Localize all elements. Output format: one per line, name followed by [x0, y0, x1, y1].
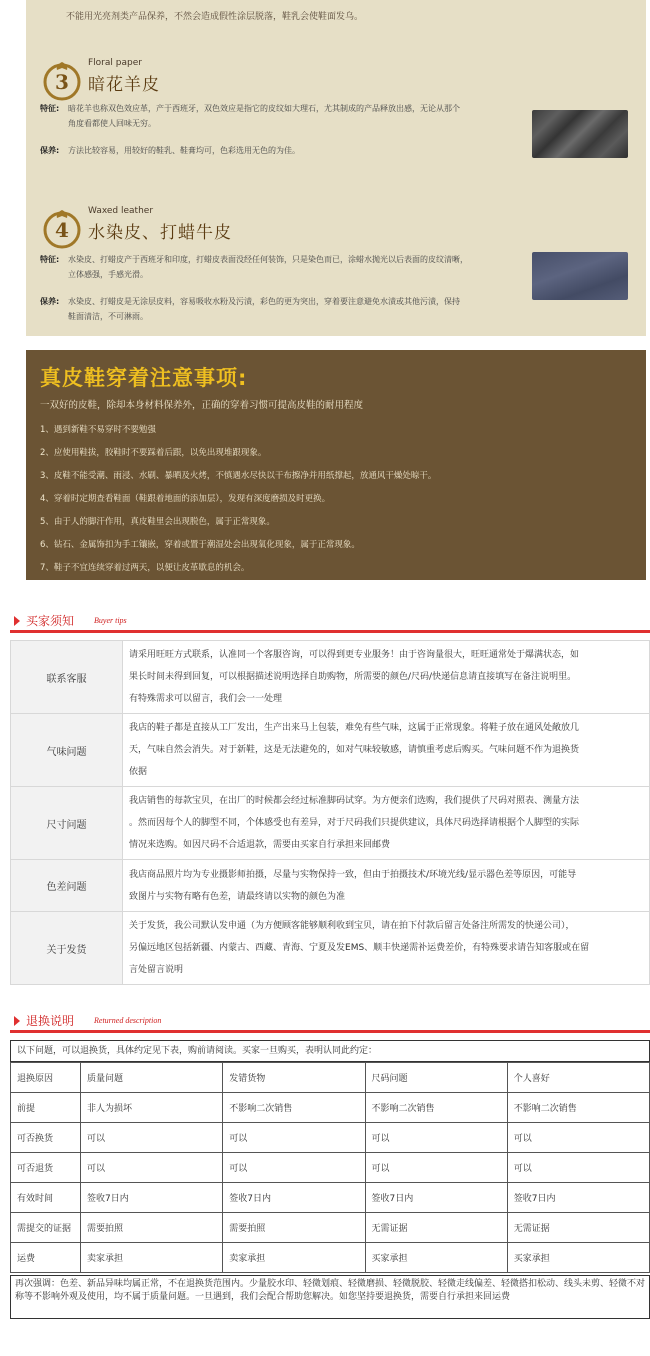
table-row — [11, 1243, 650, 1273]
section-title: 买家须知 — [26, 614, 75, 628]
table-row — [11, 912, 650, 985]
number-badge-icon — [40, 206, 84, 250]
row-label: 色差问题 — [11, 860, 123, 912]
item-english-title: Floral paper — [88, 58, 142, 68]
care-instructions-banner — [26, 350, 646, 580]
row-line: 言处留言说明 — [129, 965, 184, 975]
care-list-item: 7、鞋子不宜连续穿着过两天，以便让皮革歇息的机会。 — [40, 563, 250, 573]
row-line: 请采用旺旺方式联系，认准同一个客服咨询，可以得到更专业服务！由于咨询量很大，旺旺通常处于爆满状态，如 — [129, 650, 580, 660]
row-value — [123, 860, 650, 912]
row-label: 有效时间 — [11, 1183, 81, 1213]
returns-note: 再次强调：色差、新品异味均属正常，不在退换货范围内。少量胶水印、轻微划痕、轻微磨损、轻微脱胶、轻微走线偏差、轻微搭扣松动、线头未剪、轻微不对称等不影响外观及使用，均不属于质量问题。一旦遇到，我们会配合帮助您解决。如您坚持要退换货，需要自行承担来回运费 — [10, 1275, 650, 1319]
header-cell: 个人喜好 — [507, 1063, 649, 1093]
feature-label: 特征: — [40, 255, 60, 264]
svg-text:3: 3 — [55, 70, 69, 94]
table-row — [11, 1153, 650, 1183]
waxed-leather-swatch — [532, 252, 628, 300]
row-line: 天，气味自然会消失。对于新鞋，这是无法避免的，如对气味较敏感，请慎重考虑后购买。气味问题不作为退换货 — [129, 745, 580, 755]
table-cell: 无需证据 — [365, 1213, 507, 1243]
table-cell: 买家承担 — [365, 1243, 507, 1273]
row-label: 气味问题 — [11, 714, 123, 787]
table-cell: 可以 — [507, 1153, 649, 1183]
table-cell: 不影响二次销售 — [507, 1093, 649, 1123]
feature-line: 立体感强，手感光滑。 — [68, 270, 148, 279]
number-badge-icon — [40, 58, 84, 102]
row-label: 关于发货 — [11, 912, 123, 985]
header-cell: 退换原因 — [11, 1063, 81, 1093]
table-cell: 卖家承担 — [81, 1243, 223, 1273]
table-cell: 签收7日内 — [223, 1183, 365, 1213]
table-cell: 需要拍照 — [81, 1213, 223, 1243]
row-label: 可否退货 — [11, 1153, 81, 1183]
section-english-title: Returned description — [94, 1016, 162, 1025]
table-cell: 可以 — [81, 1123, 223, 1153]
table-header-row — [11, 1063, 650, 1093]
top-note: 不能用光亮剂类产品保养，不然会造成假性涂层脱落，鞋乳会使鞋面发乌。 — [66, 12, 364, 22]
table-row — [11, 860, 650, 912]
table-cell: 可以 — [223, 1153, 365, 1183]
row-line: 另偏远地区包括新疆、内蒙古、西藏、青海、宁夏及发EMS、顺丰快递需补运费差价，有特殊要求请告知客服或在留 — [129, 943, 590, 953]
row-line: 我店商品照片均为专业摄影师拍摄，尽量与实物保持一致，但由于拍摄技术/环境光线/显示器色差等原因，可能导 — [129, 869, 577, 880]
row-line: 致图片与实物有略有色差，请最终请以实物的颜色为准 — [129, 891, 346, 902]
table-cell: 可以 — [507, 1123, 649, 1153]
table-row — [11, 787, 650, 860]
table-cell: 签收7日内 — [507, 1183, 649, 1213]
care-label: 保养: — [40, 297, 60, 306]
buyer-tips-header — [10, 610, 650, 632]
item-title: 暗花羊皮 — [88, 75, 160, 95]
returns-header — [10, 1010, 650, 1032]
care-label: 保养: — [40, 146, 60, 155]
table-cell: 不影响二次销售 — [223, 1093, 365, 1123]
care-line: 水染皮、打蜡皮是无涂层皮料，容易吸收水粉及污渍，彩色的更为突出，穿着要注意避免水渍或其他污渍，保持 — [68, 297, 460, 306]
feature-paragraph — [40, 252, 540, 282]
row-line: 我店的鞋子都是直接从工厂发出，生产出来马上包装，难免有些气味，这属于正常现象。将鞋子放在通风处敞放几 — [129, 723, 580, 733]
table-cell: 无需证据 — [507, 1213, 649, 1243]
table-row — [11, 641, 650, 714]
table-row — [11, 1093, 650, 1123]
header-cell: 发错货物 — [223, 1063, 365, 1093]
table-cell: 买家承担 — [507, 1243, 649, 1273]
header-cell: 尺码问题 — [365, 1063, 507, 1093]
care-list-item: 2、应使用鞋拔，胶鞋时不要踩着后跟，以免出现堆跟现象。 — [40, 448, 267, 458]
row-value — [123, 912, 650, 985]
row-line: 情况来选购。如因尺码不合适退款，需要由买家自行承担来回邮费 — [129, 840, 391, 850]
row-label: 尺寸问题 — [11, 787, 123, 860]
table-cell: 需要拍照 — [223, 1213, 365, 1243]
row-line: 。然而因每个人的脚型不同，个体感受也有差异，对于尺码我们只提供建议，具体尺码选择请根据个人脚型的实际 — [129, 818, 580, 828]
table-cell: 不影响二次销售 — [365, 1093, 507, 1123]
care-list-item: 4、穿着时定期查看鞋面（鞋跟着地面的添加层），发现有深度磨损及时更换。 — [40, 494, 331, 504]
row-value — [123, 641, 650, 714]
feature-line: 暗花羊也称双色效应革，产于西班牙，双色效应是指它的皮纹如大理石，尤其制成的产品释放出感，无论从那个 — [68, 104, 460, 113]
row-line: 果长时间未得到回复，可以根据描述说明选择自助购物，所需要的颜色/尺码/快递信息请直接填写在备注说明里。 — [129, 672, 577, 682]
table-cell: 卖家承担 — [223, 1243, 365, 1273]
care-paragraph — [40, 143, 540, 158]
care-line: 鞋面清洁，不可淋雨。 — [68, 312, 148, 321]
table-cell: 可以 — [81, 1153, 223, 1183]
row-value — [123, 787, 650, 860]
section-divider — [10, 1030, 650, 1033]
buyer-tips-table — [10, 640, 650, 985]
svg-text:4: 4 — [55, 218, 69, 242]
table-row — [11, 714, 650, 787]
leather-types-panel — [26, 0, 646, 336]
table-cell: 可以 — [223, 1123, 365, 1153]
table-cell: 签收7日内 — [81, 1183, 223, 1213]
feature-line: 水染皮、打蜡皮产于西班牙和印度，打蜡皮表面没经任何装饰，只是染色而已，涂蜡水抛光以后表面的皮纹清晰， — [68, 255, 468, 264]
arrow-right-icon — [14, 1016, 20, 1026]
table-cell: 非人为损坏 — [81, 1093, 223, 1123]
care-list-item: 6、钻石、金属饰扣为手工镶嵌，穿着或置于潮湿处会出现氧化现象，属于正常现象。 — [40, 540, 360, 550]
row-label: 需提交的证据 — [11, 1213, 81, 1243]
care-line: 方法比较容易，用较好的鞋乳、鞋膏均可，色彩选用无色的为佳。 — [68, 146, 300, 155]
row-line: 有特殊需求可以留言，我们会一一处理 — [129, 694, 283, 704]
feature-line: 角度看都使人回味无穷。 — [68, 119, 156, 128]
care-title: 真皮鞋穿着注意事项: — [40, 366, 248, 390]
returns-intro: 以下问题，可以退换货，具体约定见下表，购前请阅读。买家一旦购买，表明认同此约定： — [10, 1040, 650, 1062]
care-paragraph — [40, 294, 540, 324]
table-cell: 签收7日内 — [365, 1183, 507, 1213]
floral-leather-swatch — [532, 110, 628, 158]
table-cell: 可以 — [365, 1123, 507, 1153]
section-divider — [10, 630, 650, 633]
section-title: 退换说明 — [26, 1014, 75, 1028]
care-list-item: 1、遇到新鞋不易穿时不要勉强 — [40, 425, 156, 435]
care-list — [40, 423, 436, 584]
table-cell: 可以 — [365, 1153, 507, 1183]
header-cell: 质量问题 — [81, 1063, 223, 1093]
item-title: 水染皮、打蜡牛皮 — [88, 223, 232, 243]
row-label: 联系客服 — [11, 641, 123, 714]
care-subtitle: 一双好的皮鞋，除却本身材料保养外，正确的穿着习惯可提高皮鞋的耐用程度 — [40, 400, 364, 411]
table-row — [11, 1123, 650, 1153]
row-line: 依据 — [129, 767, 148, 777]
returns-table — [10, 1062, 650, 1273]
care-list-item: 3、皮鞋不能受潮、雨浸、水刷、暴晒及火烤，不慎遇水尽快以干布擦净并用纸撑起，放通风干燥处晾干。 — [40, 471, 437, 481]
row-line: 关于发货，我公司默认发申通（为方便顾客能够顺利收到宝贝，请在拍下付款后留言处备注所需发的快递公司）， — [129, 921, 575, 931]
arrow-right-icon — [14, 616, 20, 626]
item-english-title: Waxed leather — [88, 206, 154, 216]
care-list-item: 5、由于人的脚汗作用，真皮鞋里会出现脱色，属于正常现象。 — [40, 517, 275, 527]
row-line: 我店销售的每款宝贝，在出厂的时候都会经过标准脚码试穿。为方便亲们选购，我们提供了尺码对照表、测量方法 — [129, 796, 580, 806]
row-label: 可否换货 — [11, 1123, 81, 1153]
table-row — [11, 1213, 650, 1243]
row-label: 运费 — [11, 1243, 81, 1273]
table-row — [11, 1183, 650, 1213]
row-label: 前提 — [11, 1093, 81, 1123]
section-english-title: Buyer tips — [94, 616, 127, 625]
feature-paragraph — [40, 101, 540, 131]
row-value — [123, 714, 650, 787]
feature-label: 特征: — [40, 104, 60, 113]
